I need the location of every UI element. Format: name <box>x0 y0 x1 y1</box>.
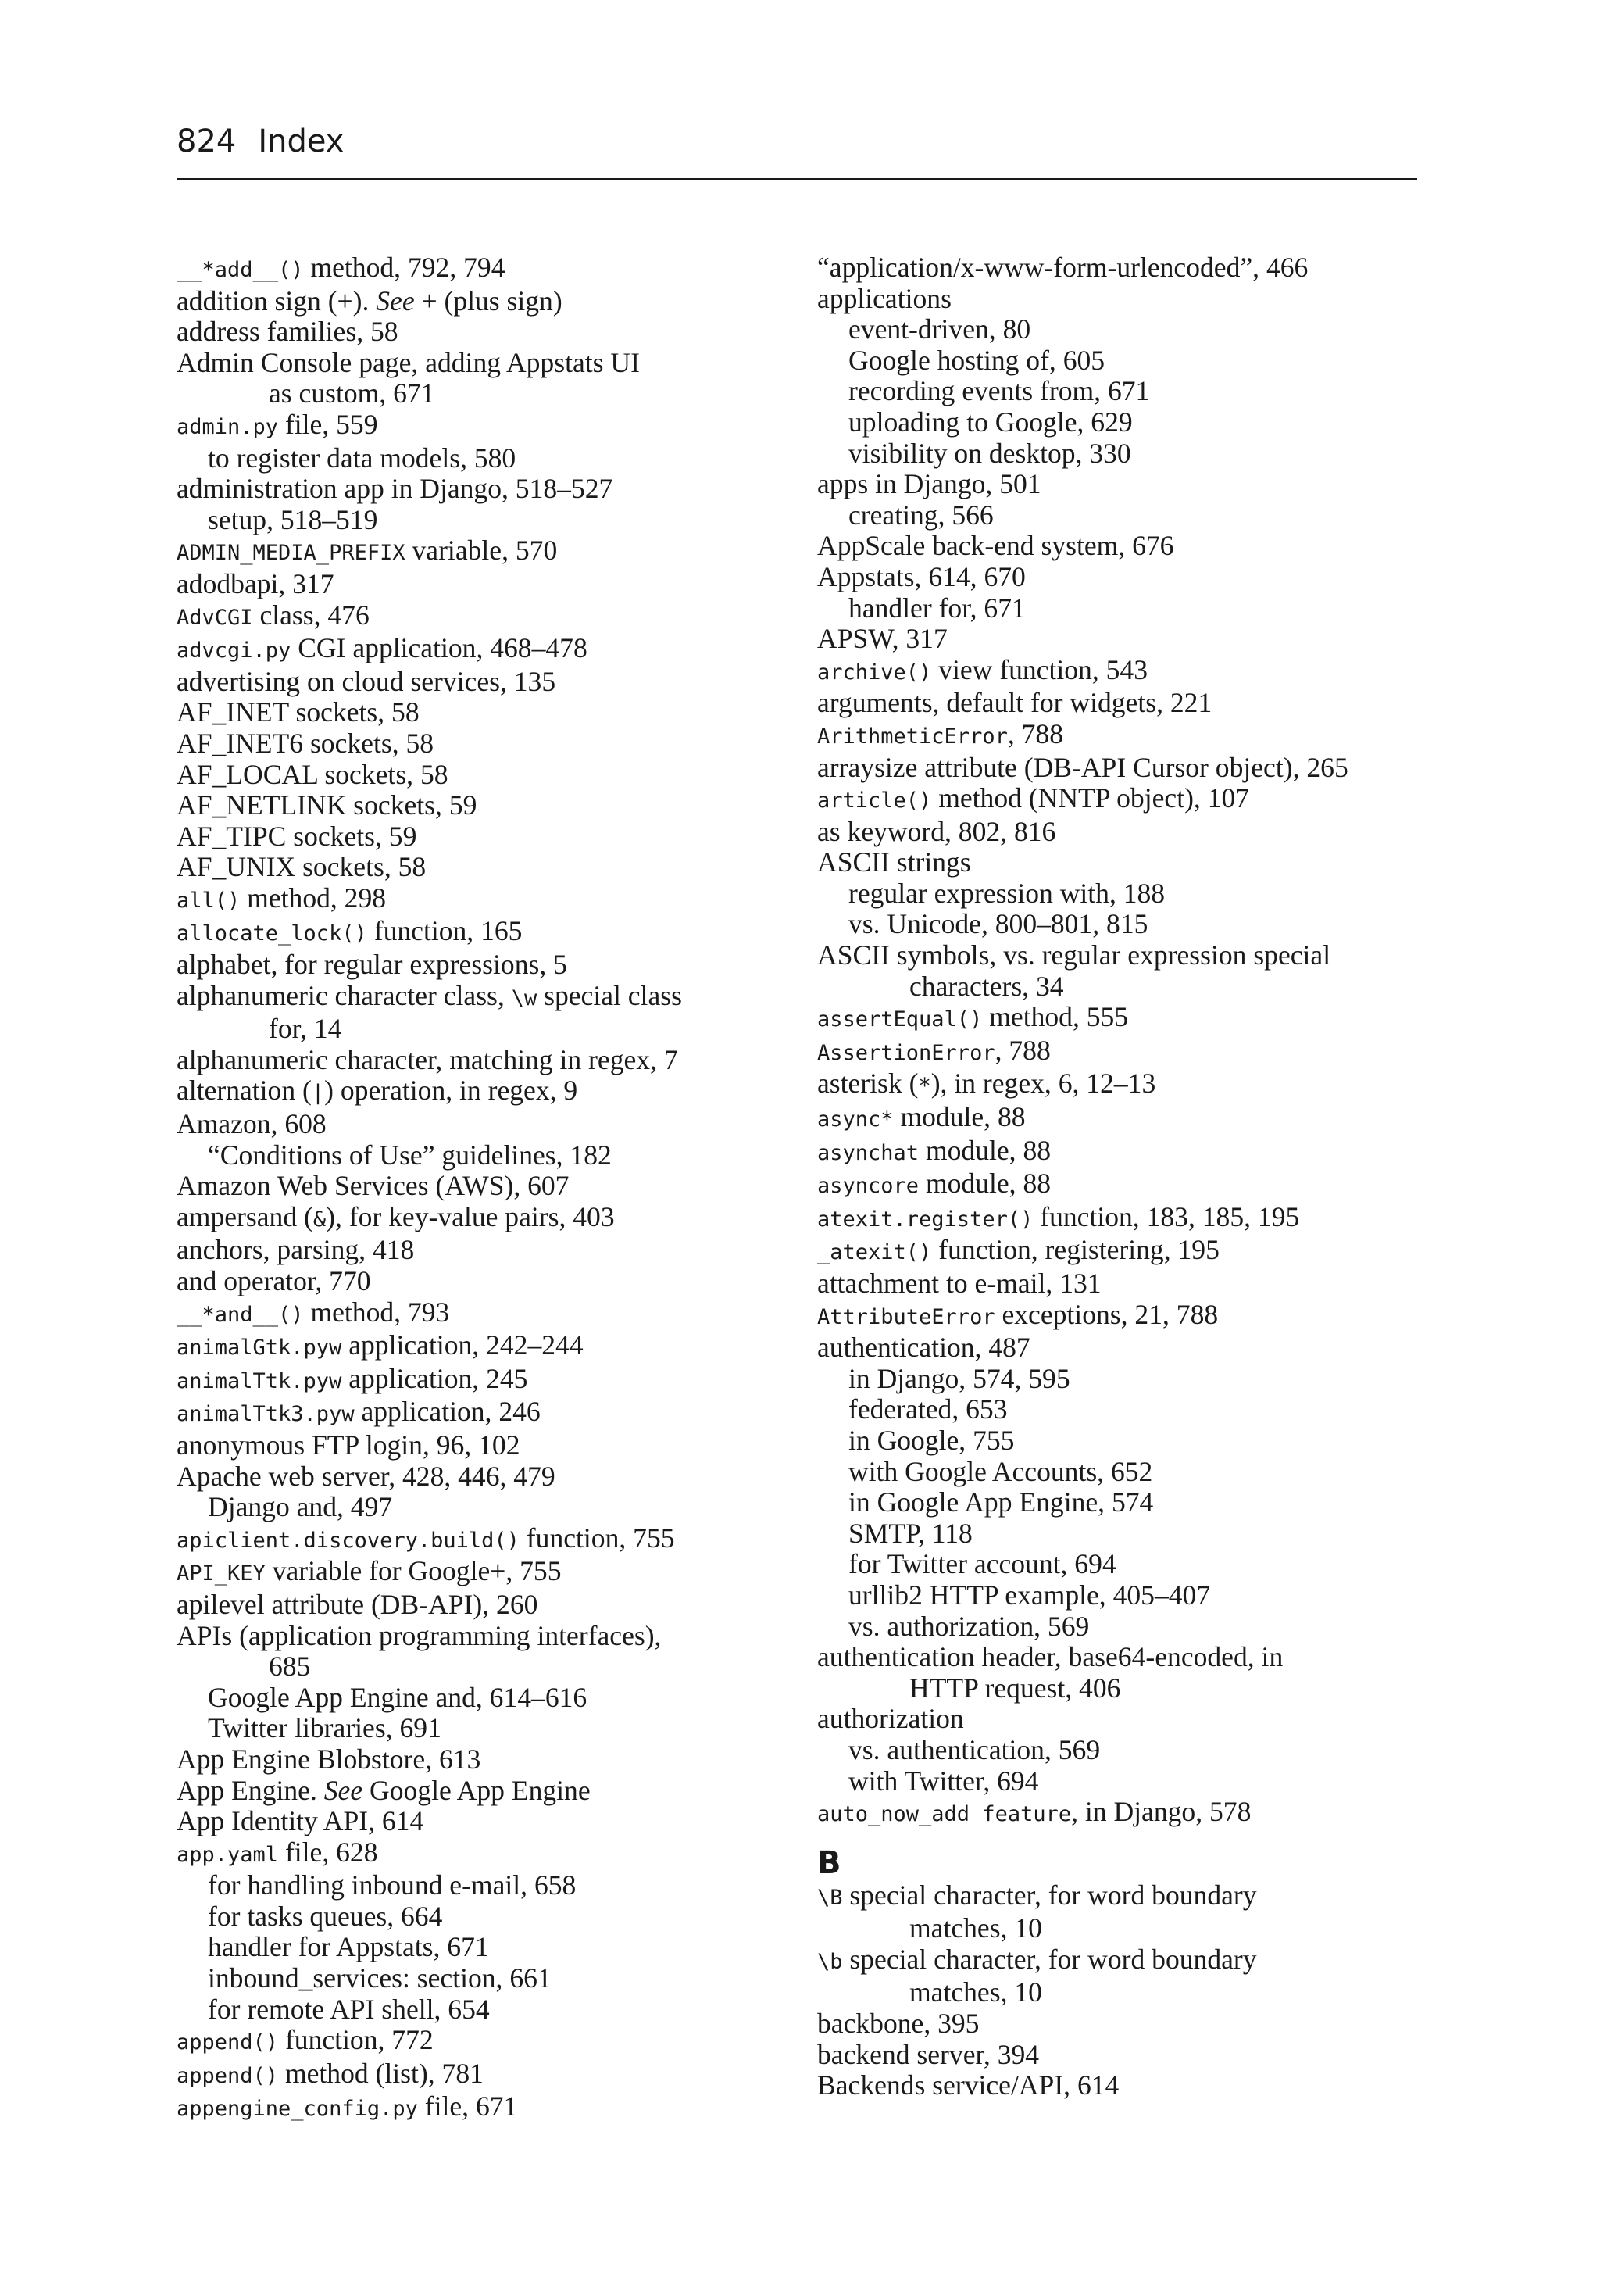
index-entry <box>817 655 1419 688</box>
entry-text: , 788 <box>1007 717 1063 749</box>
entry-text: method, 298 <box>240 882 387 914</box>
entry-text: App Identity API, 614 <box>177 1805 424 1837</box>
entry-text: uploading to Google, 629 <box>848 406 1133 438</box>
entry-text: creating, 566 <box>848 499 994 531</box>
entry-text: AssertionError <box>817 1040 995 1065</box>
index-subentry <box>817 438 1419 470</box>
entry-text: module, 88 <box>919 1134 1052 1166</box>
index-entry <box>817 940 1419 1002</box>
entry-continuation <box>817 1673 1419 1704</box>
entry-text: applications <box>817 282 952 314</box>
index-entry <box>177 535 778 569</box>
entry-text: Google hosting of, 605 <box>848 344 1105 376</box>
entry-text: class, 476 <box>252 599 370 631</box>
entry-continuation <box>177 1014 778 1045</box>
index-entry <box>177 760 778 791</box>
running-head <box>177 123 344 159</box>
index-entry <box>177 667 778 698</box>
entry-text: AppScale back-end system, 676 <box>817 530 1174 562</box>
entry-text: exceptions, 21, 788 <box>995 1298 1219 1330</box>
index-column-right <box>817 252 1419 2101</box>
index-entry <box>817 719 1419 753</box>
entry-text: Appstats, 614, 670 <box>817 560 1026 592</box>
entry-text: Apache web server, 428, 446, 479 <box>177 1460 555 1492</box>
index-entry <box>817 2070 1419 2101</box>
index-entry <box>177 1523 778 1557</box>
entry-continuation <box>177 1651 778 1683</box>
index-entry <box>817 753 1419 784</box>
entry-text: file, 671 <box>417 2090 518 2123</box>
index-entry <box>177 1045 778 1076</box>
index-entry <box>177 1330 778 1364</box>
entry-text: CGI application, 468–478 <box>291 632 588 664</box>
entry-text: ASCII symbols, vs. regular expression special <box>817 939 1331 971</box>
index-entry <box>177 600 778 634</box>
index-entry <box>817 562 1419 593</box>
section-title: Index <box>258 123 345 159</box>
entry-text: method, 793 <box>303 1296 450 1328</box>
index-entry <box>177 2025 778 2058</box>
entry-text: matches, 10 <box>909 1976 1042 2008</box>
index-entry <box>817 1068 1419 1102</box>
index-entry <box>817 1332 1419 1364</box>
index-entry <box>817 1135 1419 1169</box>
entry-text: ampersand ( <box>177 1200 313 1232</box>
index-entry <box>817 1300 1419 1333</box>
index-subentry <box>177 1870 778 1901</box>
index-entry <box>177 1235 778 1266</box>
entry-text: append() <box>177 2030 279 2055</box>
entry-text: alphanumeric character, matching in regex, 7 <box>177 1043 678 1075</box>
entry-text: admin.py <box>177 414 279 439</box>
entry-text: AF_INET6 sockets, 58 <box>177 727 434 759</box>
index-entry <box>177 2091 778 2125</box>
index-column-left <box>177 252 778 2125</box>
index-entry <box>817 1168 1419 1202</box>
entry-text: function, registering, 195 <box>931 1234 1220 1266</box>
index-entry <box>817 252 1419 284</box>
entry-text: animalTtk.pyw <box>177 1368 342 1393</box>
index-entry <box>177 1171 778 1202</box>
index-subentry <box>177 1683 778 1714</box>
entry-text: inbound_services: section, 661 <box>208 1962 552 1994</box>
page-number: 824 <box>177 123 237 159</box>
entry-text: | <box>311 1081 325 1106</box>
entry-text: handler for, 671 <box>848 592 1026 624</box>
entry-text: AF_NETLINK sockets, 59 <box>177 789 477 821</box>
entry-text: setup, 518–519 <box>208 503 378 535</box>
entry-text: federated, 653 <box>848 1393 1008 1425</box>
entry-text: method, 555 <box>982 1001 1129 1033</box>
entry-continuation <box>177 378 778 409</box>
entry-text: __*add__() <box>177 258 304 282</box>
index-entry <box>817 1202 1419 1236</box>
entry-text: ADMIN_MEDIA_PREFIX <box>177 541 405 566</box>
entry-text: for remote API shell, 654 <box>208 1993 490 2025</box>
index-entry <box>817 1797 1419 1830</box>
entry-text: application, 246 <box>354 1396 541 1428</box>
index-entry <box>177 252 778 286</box>
entry-text: event-driven, 80 <box>848 313 1031 345</box>
entry-text: special character, for word boundary <box>842 1879 1257 1911</box>
index-subentry <box>817 1487 1419 1518</box>
entry-text: 685 <box>269 1650 311 1683</box>
entry-text: file, 628 <box>278 1836 378 1868</box>
entry-text: authentication, 487 <box>817 1332 1030 1364</box>
index-subentry <box>817 1457 1419 1488</box>
entry-text: for Twitter account, 694 <box>848 1548 1116 1580</box>
index-entry <box>177 474 778 505</box>
index-subentry <box>817 878 1419 910</box>
entry-text: , 788 <box>995 1034 1051 1066</box>
index-entry <box>177 1266 778 1297</box>
index-entry <box>177 1397 778 1430</box>
entry-text: apps in Django, 501 <box>817 468 1041 500</box>
entry-continuation <box>817 971 1419 1003</box>
index-subentry <box>177 1901 778 1933</box>
entry-text: + (plus sign) <box>414 284 562 317</box>
entry-text: “Conditions of Use” guidelines, 182 <box>208 1139 612 1171</box>
entry-text: asterisk ( <box>817 1068 919 1100</box>
index-entry <box>817 1035 1419 1069</box>
entry-text: anonymous FTP login, 96, 102 <box>177 1429 520 1461</box>
entry-text: App Engine Blobstore, 613 <box>177 1743 481 1775</box>
entry-text: Amazon, 608 <box>177 1108 327 1140</box>
entry-text: * <box>918 1074 931 1099</box>
index-entry <box>817 469 1419 500</box>
entry-text: See <box>376 284 415 317</box>
entry-text: characters, 34 <box>909 970 1064 1002</box>
index-entry <box>177 728 778 760</box>
entry-text: APSW, 317 <box>817 623 948 655</box>
index-subentry <box>177 443 778 474</box>
index-entry <box>177 1744 778 1776</box>
index-entry <box>177 981 778 1045</box>
index-subentry <box>817 1766 1419 1797</box>
index-entry <box>177 2058 778 2092</box>
entry-text: function, 755 <box>519 1522 675 1554</box>
index-entry <box>177 821 778 853</box>
entry-text: as custom, 671 <box>269 377 435 409</box>
entry-text: module, 88 <box>919 1168 1052 1200</box>
index-entry <box>817 847 1419 878</box>
index-subentry <box>817 500 1419 531</box>
entry-text: , in Django, 578 <box>1071 1796 1252 1828</box>
index-subentry <box>817 1394 1419 1425</box>
entry-text: async* <box>817 1107 894 1132</box>
entry-text: as keyword, 802, 816 <box>817 815 1056 847</box>
index-entry <box>177 950 778 981</box>
entry-text: Google App Engine and, 614–616 <box>208 1681 588 1713</box>
index-subentry <box>817 1518 1419 1550</box>
entry-text: appengine_config.py <box>177 2097 418 2122</box>
index-entry <box>817 1002 1419 1035</box>
entry-text: \w <box>511 985 538 1010</box>
index-entry <box>177 1075 778 1109</box>
entry-text: Google App Engine <box>362 1774 591 1806</box>
entry-text: authentication header, base64-encoded, in <box>817 1641 1284 1673</box>
entry-text: Admin Console page, adding Appstats UI <box>177 346 640 378</box>
entry-text: App Engine. <box>177 1774 324 1806</box>
entry-text: advertising on cloud services, 135 <box>177 665 556 697</box>
index-subentry <box>817 1364 1419 1395</box>
index-entry <box>817 1642 1419 1704</box>
index-entry <box>817 284 1419 315</box>
index-entry <box>817 1102 1419 1135</box>
entry-text: file, 559 <box>278 408 378 440</box>
index-subentry <box>177 1994 778 2026</box>
entry-text: HTTP request, 406 <box>909 1672 1121 1704</box>
index-subentry <box>817 909 1419 940</box>
index-entry <box>177 1202 778 1236</box>
index-entry <box>817 531 1419 562</box>
entry-text: Django and, 497 <box>208 1491 393 1523</box>
entry-text: animalTtk3.pyw <box>177 1402 355 1427</box>
index-subentry <box>817 1425 1419 1457</box>
entry-text: vs. Unicode, 800–801, 815 <box>848 908 1148 940</box>
entry-text: handler for Appstats, 671 <box>208 1931 489 1963</box>
index-entry <box>817 2008 1419 2040</box>
entry-text: in Google, 755 <box>848 1424 1015 1456</box>
entry-text: backbone, 395 <box>817 2008 980 2040</box>
entry-text: alphabet, for regular expressions, 5 <box>177 949 567 981</box>
entry-text: vs. authorization, 569 <box>848 1610 1090 1642</box>
index-entry <box>177 790 778 821</box>
entry-text: for handling inbound e-mail, 658 <box>208 1869 577 1901</box>
entry-text: AF_LOCAL sockets, 58 <box>177 758 448 790</box>
entry-text: method, 792, 794 <box>303 252 505 283</box>
entry-text: function, 183, 185, 195 <box>1033 1200 1300 1232</box>
entry-text: regular expression with, 188 <box>848 877 1166 909</box>
entry-text: administration app in Django, 518–527 <box>177 473 613 505</box>
index-subentry <box>177 1713 778 1744</box>
entry-text: application, 245 <box>341 1362 528 1394</box>
entry-text: ASCII strings <box>817 846 971 878</box>
entry-text: in Django, 574, 595 <box>848 1362 1070 1394</box>
entry-text: API_KEY <box>177 1561 266 1586</box>
header-rule <box>177 178 1417 180</box>
entry-text: See <box>323 1774 363 1806</box>
entry-text: archive() <box>817 660 932 685</box>
index-entry <box>177 1297 778 1331</box>
index-entry <box>177 1806 778 1837</box>
index-entry <box>177 569 778 600</box>
entry-text: backend server, 394 <box>817 2038 1040 2070</box>
entry-text: ) operation, in regex, 9 <box>324 1075 578 1107</box>
entry-text: SMTP, 118 <box>848 1517 973 1549</box>
entry-text: AF_UNIX sockets, 58 <box>177 851 427 883</box>
entry-text: apilevel attribute (DB-API), 260 <box>177 1588 538 1620</box>
entry-text: and operator, 770 <box>177 1265 371 1296</box>
entry-text: function, 772 <box>278 2024 434 2056</box>
entry-text: visibility on desktop, 330 <box>848 437 1131 469</box>
entry-text: arguments, default for widgets, 221 <box>817 687 1212 719</box>
entry-text: with Google Accounts, 652 <box>848 1455 1153 1487</box>
entry-text: AF_TIPC sockets, 59 <box>177 820 417 852</box>
index-entry <box>177 883 778 917</box>
index-entry <box>817 624 1419 655</box>
entry-text: addition sign (+). <box>177 284 377 317</box>
index-entry <box>177 409 778 443</box>
index-entry <box>817 1944 1419 2008</box>
index-entry <box>817 2040 1419 2071</box>
index-subentry <box>817 593 1419 624</box>
index-entry <box>817 1235 1419 1268</box>
entry-text: \b <box>817 1949 843 1974</box>
entry-text: method (NNTP object), 107 <box>931 782 1250 814</box>
entry-text: module, 88 <box>893 1101 1026 1133</box>
entry-text: special class <box>537 979 682 1011</box>
index-entry <box>177 697 778 728</box>
entry-text: function, 165 <box>366 915 523 947</box>
entry-text: auto_now_add feature <box>817 1802 1072 1827</box>
index-entry <box>817 1268 1419 1300</box>
entry-text: arraysize attribute (DB-API Cursor object), 265 <box>817 751 1348 783</box>
entry-text: application, 242–244 <box>341 1329 584 1361</box>
index-entry <box>177 1430 778 1461</box>
entry-text: attachment to e-mail, 131 <box>817 1268 1102 1299</box>
entry-text: ), for key-value pairs, 403 <box>326 1200 615 1232</box>
entry-text: Twitter libraries, 691 <box>208 1712 441 1744</box>
index-entry <box>177 1590 778 1621</box>
entry-text: address families, 58 <box>177 316 398 348</box>
entry-text: for, 14 <box>269 1013 342 1045</box>
entry-text: ), in regex, 6, 12–13 <box>930 1068 1156 1100</box>
index-entry <box>177 1837 778 1871</box>
entry-continuation <box>817 1977 1419 2008</box>
index-subentry <box>817 345 1419 377</box>
index-entry <box>177 348 778 409</box>
entry-text: \B <box>817 1885 843 1910</box>
index-entry <box>817 783 1419 817</box>
entry-text: AdvCGI <box>177 605 253 630</box>
entry-text: asynchat <box>817 1140 920 1165</box>
index-entry <box>817 817 1419 848</box>
entry-text: append() <box>177 2063 279 2088</box>
index-entry <box>177 1556 778 1590</box>
index-subentry <box>817 1611 1419 1643</box>
index-entry <box>177 1621 778 1683</box>
entry-text: for tasks queues, 664 <box>208 1900 443 1932</box>
entry-text: APIs (application programming interfaces), <box>177 1619 662 1651</box>
index-subentry <box>177 1932 778 1963</box>
entry-text: view function, 543 <box>931 653 1148 685</box>
index-subentry <box>817 1549 1419 1580</box>
index-entry <box>177 317 778 348</box>
index-entry <box>177 916 778 950</box>
entry-text: AF_INET sockets, 58 <box>177 696 420 728</box>
index-subentry <box>817 376 1419 407</box>
index-subentry <box>177 1140 778 1171</box>
entry-text: in Google App Engine, 574 <box>848 1486 1154 1518</box>
entry-text: advcgi.py <box>177 638 291 663</box>
entry-text: & <box>312 1207 327 1232</box>
entry-continuation <box>817 1913 1419 1944</box>
index-entry <box>177 633 778 667</box>
index-subentry <box>817 407 1419 438</box>
entry-text: animalGtk.pyw <box>177 1336 342 1361</box>
entry-text: _atexit() <box>817 1240 932 1265</box>
index-entry <box>177 1776 778 1807</box>
entry-text: vs. authentication, 569 <box>848 1733 1101 1765</box>
entry-text: AttributeError <box>817 1304 995 1329</box>
entry-text: alphanumeric character class, <box>177 979 512 1011</box>
index-subentry <box>817 314 1419 345</box>
entry-text: with Twitter, 694 <box>848 1765 1039 1797</box>
index-entry <box>177 1364 778 1397</box>
index-entry <box>817 1880 1419 1944</box>
entry-text: special character, for word boundary <box>842 1943 1257 1975</box>
entry-text: adodbapi, 317 <box>177 567 334 599</box>
entry-text: __*and__() <box>177 1302 304 1327</box>
entry-text: assertEqual() <box>817 1007 983 1032</box>
index-entry <box>177 1461 778 1493</box>
entry-text: app.yaml <box>177 1842 279 1867</box>
index-subentry <box>817 1735 1419 1766</box>
entry-text: apiclient.discovery.build() <box>177 1528 520 1553</box>
entry-text: urllib2 HTTP example, 405–407 <box>848 1579 1211 1611</box>
entry-text: article() <box>817 789 932 814</box>
letter-heading: B <box>817 1844 841 1881</box>
entry-text: variable, 570 <box>405 535 558 567</box>
entry-text: all() <box>177 888 241 913</box>
index-subentry <box>817 1580 1419 1611</box>
index-subentry <box>177 505 778 536</box>
index-entry <box>177 1109 778 1140</box>
entry-text: atexit.register() <box>817 1207 1034 1232</box>
entry-text: alternation ( <box>177 1075 312 1107</box>
entry-text: asyncore <box>817 1174 920 1199</box>
entry-text: allocate_lock() <box>177 921 367 946</box>
index-subentry <box>177 1963 778 1994</box>
index-entry <box>177 852 778 883</box>
index-entry <box>177 286 778 317</box>
entry-text: to register data models, 580 <box>208 442 516 474</box>
entry-text: Amazon Web Services (AWS), 607 <box>177 1170 570 1202</box>
entry-text: matches, 10 <box>909 1912 1042 1944</box>
entry-text: method (list), 781 <box>278 2057 484 2089</box>
entry-text: Backends service/API, 614 <box>817 2069 1120 2101</box>
entry-text: authorization <box>817 1703 964 1735</box>
entry-text: ArithmeticError <box>817 724 1008 749</box>
entry-text: anchors, parsing, 418 <box>177 1234 415 1266</box>
entry-text: recording events from, 671 <box>848 375 1150 407</box>
entry-text: variable for Google+, 755 <box>265 1555 562 1587</box>
index-entry <box>817 688 1419 719</box>
index-entry <box>817 1704 1419 1735</box>
index-subentry <box>177 1492 778 1523</box>
entry-text: “application/x-www-form-urlencoded”, 466 <box>817 252 1309 283</box>
